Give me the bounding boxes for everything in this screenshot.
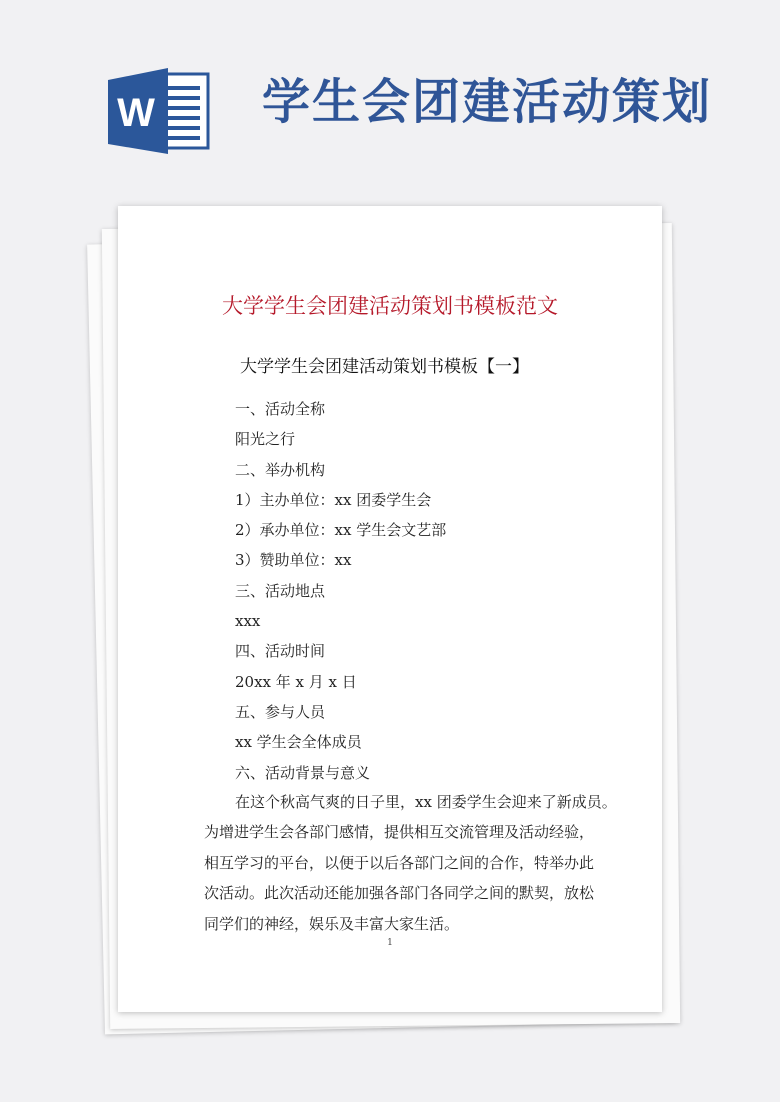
document-page xyxy=(118,206,662,1012)
paragraph-line: 次活动。此次活动还能加强各部门各同学之间的默契，放松 xyxy=(204,884,595,903)
body-line: xxx xyxy=(235,612,261,631)
body-line: 3）赞助单位：xx xyxy=(235,551,352,570)
word-logo-letter: W xyxy=(117,91,155,135)
body-paragraph xyxy=(204,791,624,943)
paragraph-line: 在这个秋高气爽的日子里，xx 团委学生会迎来了新成员。 xyxy=(235,793,617,811)
document-body xyxy=(235,398,446,792)
word-document-icon xyxy=(108,68,212,154)
banner-title: 学生会团建活动策划 xyxy=(262,74,713,130)
paragraph-line: 为增进学生会各部门感情，提供相互交流管理及活动经验， xyxy=(204,823,595,842)
page-number: 1 xyxy=(387,938,393,948)
document-title: 大学学生会团建活动策划书模板范文 xyxy=(222,294,558,318)
body-line: 1）主办单位：xx 团委学生会 xyxy=(235,490,432,509)
body-line: 三、活动地点 xyxy=(235,581,326,600)
document-subtitle: 大学学生会团建活动策划书模板【一】 xyxy=(240,357,529,377)
body-line: 2）承办单位：xx 学生会文艺部 xyxy=(235,521,447,540)
body-line: 二、举办机构 xyxy=(235,460,326,479)
header-banner xyxy=(0,0,780,200)
body-line: 五、参与人员 xyxy=(235,702,326,721)
paragraph-line: 同学们的神经，娱乐及丰富大家生活。 xyxy=(204,914,460,933)
body-line: 六、活动背景与意义 xyxy=(235,763,371,782)
body-line: xx 学生会全体成员 xyxy=(235,733,362,752)
paragraph-line: 相互学习的平台，以便于以后各部门之间的合作，特举办此 xyxy=(204,853,595,872)
body-line: 20xx 年 x 月 x 日 xyxy=(235,672,357,691)
body-line: 四、活动时间 xyxy=(235,642,326,661)
body-line: 阳光之行 xyxy=(235,430,296,449)
body-line: 一、活动全称 xyxy=(235,400,326,418)
